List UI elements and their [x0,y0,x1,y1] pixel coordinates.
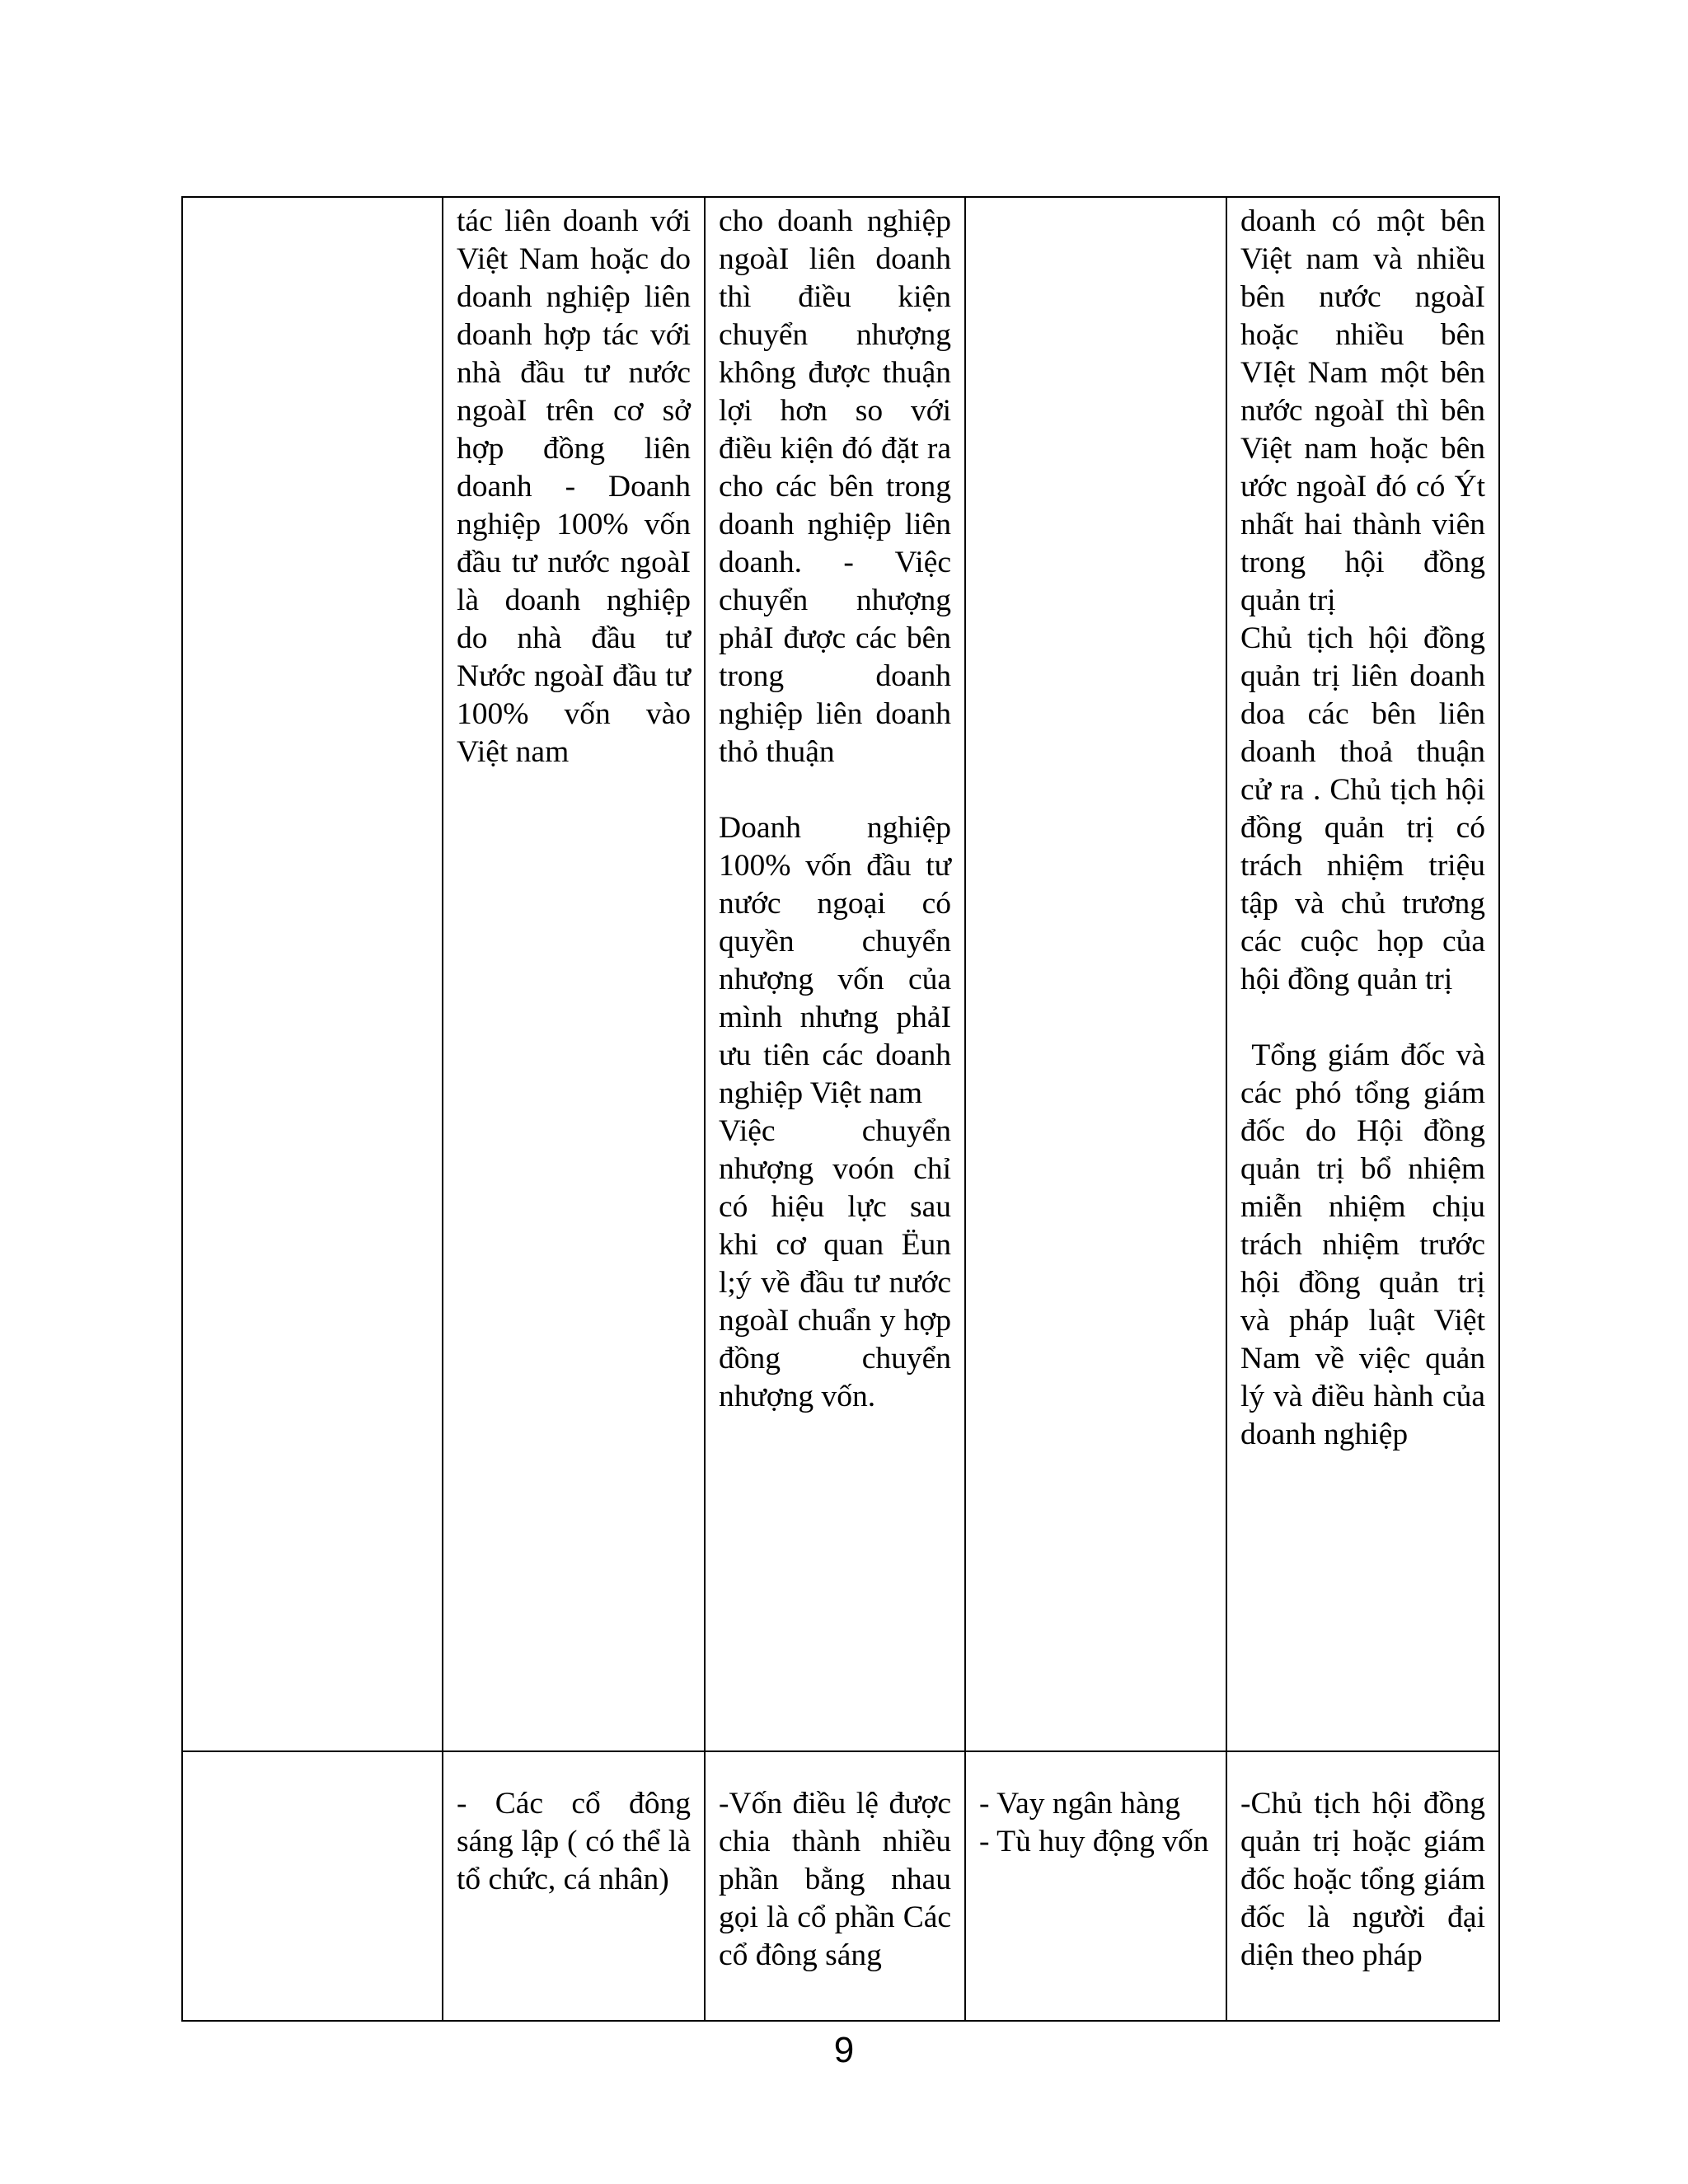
cell-text: doanh có một bên Việt nam và nhiều bên nước ngoàI hoặc nhiều bên VIệt Nam một bên nước ngoàI thì bên Việt nam hoặc bên ước ngoàI đó có Ýt nhất hai thành viên trong hội đồng quản trị [1240,204,1493,617]
table-cell-empty [182,1751,443,2021]
table-cell [443,1751,705,2021]
cell-text: Doanh nghiệp 100% vốn đầu tư nước ngoại có quyền chuyển nhượng vốn của mình nhưng phảI ưu tiên các doanh nghiệp Việt nam [719,811,959,1110]
table-cell [443,197,705,1751]
table-cell [965,1751,1226,2021]
table-cell-empty [965,197,1226,1751]
cell-text: - Các cổ đông sáng lập ( có thể là tổ chức, cá nhân) [457,1787,699,1896]
table-cell [705,1751,965,2021]
table-cell [1226,1751,1499,2021]
content-table [181,196,1500,2022]
table-cell-empty [182,197,443,1751]
cell-text: Chủ tịch hội đồng quản trị liên doanh doa các bên liên doanh thoả thuận cử ra . Chủ tịch hội đồng quản trị có trách nhiệm triệu tập và chủ trương các cuộc họp của hội đồng quản trị [1240,621,1493,996]
cell-text: - Vay ngân hàng [979,1787,1181,1821]
cell-text: - Tù huy động vốn [979,1825,1209,1858]
cell-text: -Vốn điều lệ được chia thành nhiều phần bằng nhau gọi là cổ phần Các cổ đông sáng [719,1787,959,1972]
cell-text: Việc chuyển nhượng voón chỉ có hiệu lực sau khi cơ quan Ëun l;ý về đầu tư nước ngoàI chuẩn y hợp đồng chuyển nhượng vốn. [719,1114,959,1413]
cell-text: -Chủ tịch hội đồng quản trị hoặc giám đốc hoặc tổng giám đốc là người đại diện theo pháp [1240,1787,1493,1972]
table-cell [1226,197,1499,1751]
table-row [182,1751,1499,2021]
page-number: 9 [833,2030,855,2070]
cell-text: tác liên doanh với Việt Nam hoặc do doanh nghiệp liên doanh hợp tác với nhà đầu tư nước ngoàI trên cơ sở hợp đồng liên doanh - Doanh nghiệp 100% vốn đầu tư nước ngoàI là doanh nghiệp do nhà đầu tư Nước ngoàI đầu tư 100% vốn vào Việt nam [457,204,699,769]
cell-text: Tổng giám đốc và các phó tổng giám đốc do Hội đồng quản trị bổ nhiệm miễn nhiệm chịu trách nhiệm trước hội đồng quản trị và pháp luật Việt Nam về việc quản lý và điều hành của doanh nghiệp [1240,1038,1493,1451]
table-row [182,197,1499,1751]
table-cell [705,197,965,1751]
cell-text: cho doanh nghiệp ngoàI liên doanh thì điều kiện chuyển nhượng không được thuận lợi hơn so với điều kiện đó đặt ra cho các bên trong doanh nghiệp liên doanh. - Việc chuyển nhượng phảI được các bên trong doanh nghiệp liên doanh thỏ thuận [719,204,959,769]
